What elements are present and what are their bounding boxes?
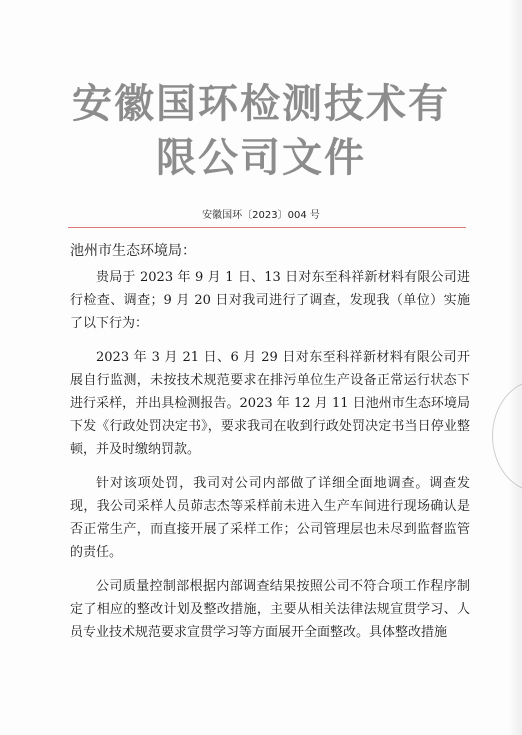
seal-edge	[492, 380, 522, 492]
letter-salutation: 池州市生态环境局：	[70, 243, 196, 259]
letter-paragraph-1: 贵局于 2023 年 9 月 1 日、13 日对东至科祥新材料有限公司进行检查、调查；9 月 20 日对我司进行了调查，发现我（单位）实施了以下行为：	[70, 270, 470, 331]
document-header-line-1: 安徽国环检测技术有	[72, 81, 450, 127]
document-number: 安徽国环〔2023〕004 号	[202, 210, 320, 221]
letter-paragraph-4: 公司质量控制部根据内部调查结果按照公司不符合项工作程序制定了相应的整改计划及整改措施，主要从相关法律法规宣贯学习、人员专业技术规范要求宣贯学习等方面展开全面整改。具体整改措施	[70, 579, 470, 640]
header-divider	[68, 227, 466, 228]
letter-body	[70, 240, 470, 644]
document-header-line-2: 限公司文件	[156, 135, 366, 181]
letter-paragraph-2: 2023 年 3 月 21 日、6 月 29 日对东至科祥新材料有限公司开展自行监测，未按技术规范要求在排污单位生产设备正常运行状态下进行采样，并出具检测报告。2023 年 12 月 11 日池州市生态环境局下发《行政处罚决定书》，要求我司在收到行政处罚决定书当日停业整顿，并及时缴纳罚款。	[70, 350, 470, 457]
letter-paragraph-3: 针对该项处罚，我司对公司内部做了详细全面地调查。调查发现，我公司采样人员茆志杰等采样前未进入生产车间进行现场确认是否正常生产，而直接开展了采样工作；公司管理层也未尽到监督监管的责任。	[70, 476, 470, 560]
